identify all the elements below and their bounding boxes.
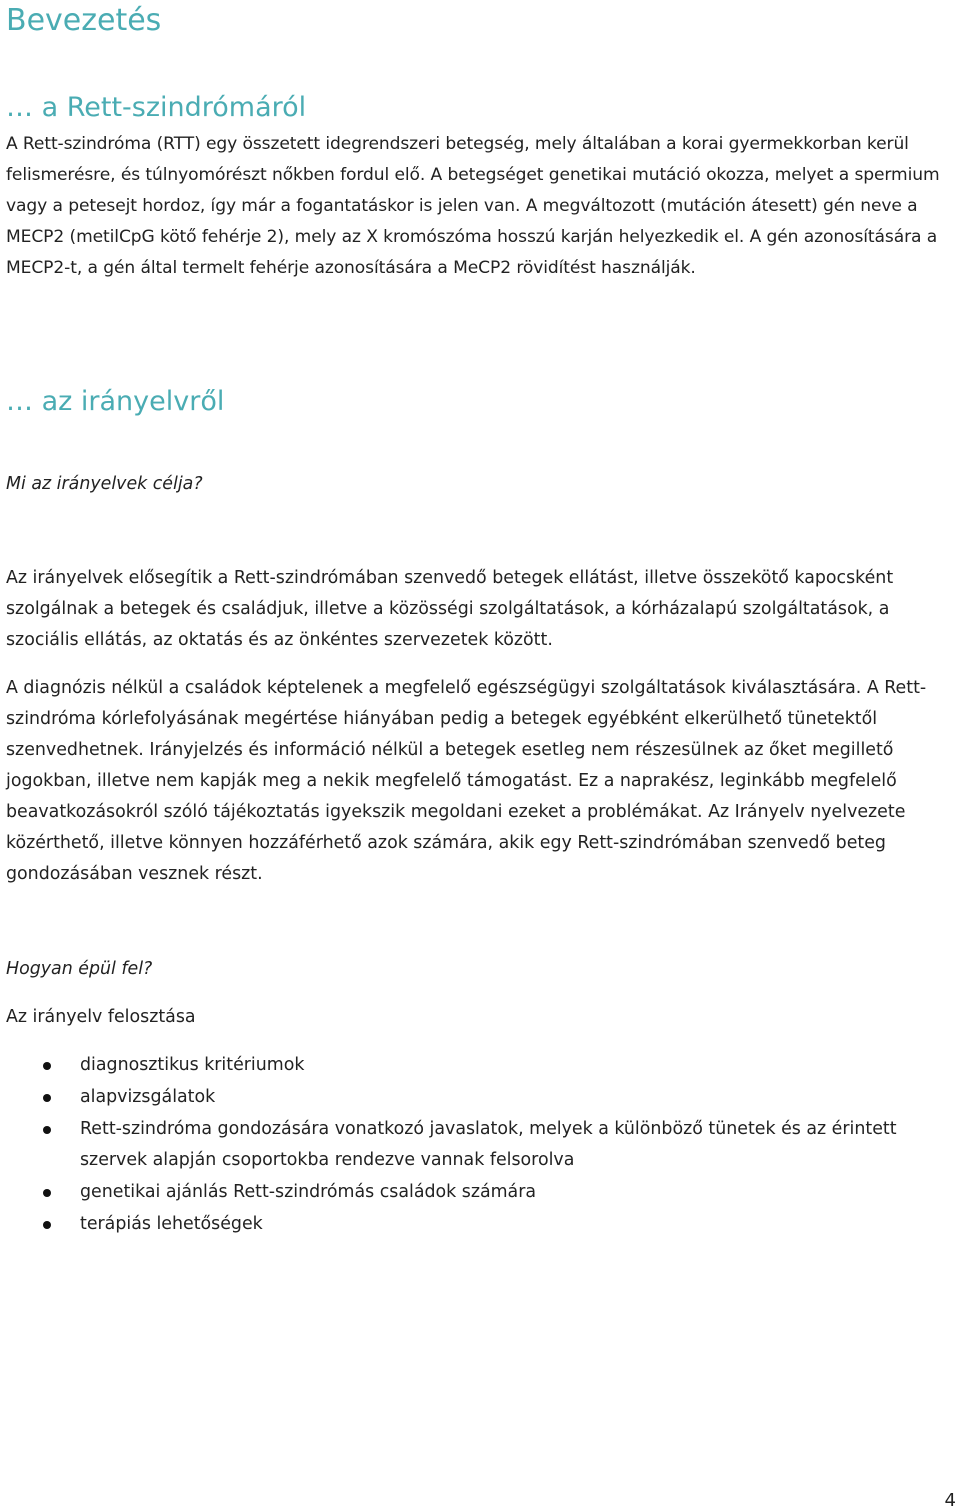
bullet-icon bbox=[43, 1221, 51, 1229]
section-title-guideline: … az irányelvről bbox=[6, 386, 225, 417]
bullet-icon bbox=[43, 1094, 51, 1102]
list-item bbox=[6, 1114, 956, 1178]
bullet-icon bbox=[43, 1062, 51, 1070]
list-intro: Az irányelv felosztása bbox=[6, 1007, 196, 1027]
list-item bbox=[6, 1082, 956, 1114]
page-number: 4 bbox=[944, 1490, 956, 1511]
list-item bbox=[6, 1050, 956, 1082]
list-item-text: diagnosztikus kritériumok bbox=[80, 1055, 305, 1075]
purpose-paragraph: Az irányelvek elősegítik a Rett-szindrómában szenvedő betegek ellátást, illetve összekötő kapocsként szolgálnak a betegek és családjuk, illetve a közösségi szolgáltatások, a kórházalapú szolgáltatások, a szociális ellátás, az oktatás és az önkéntes szervezetek között. bbox=[6, 568, 894, 650]
structure-list bbox=[6, 1050, 956, 1241]
list-item bbox=[6, 1209, 956, 1241]
list-item-text: alapvizsgálatok bbox=[80, 1086, 216, 1107]
list-item-text: genetikai ajánlás Rett-szindrómás családok számára bbox=[80, 1182, 537, 1203]
page-heading: Bevezetés bbox=[6, 3, 162, 38]
intro-paragraph: A Rett-szindróma (RTT) egy összetett idegrendszeri betegség, mely általában a korai gyermekkorban kerül felismerésre, és túlnyomórészt nőkben fordul elő. A betegséget genetikai mutáció okozza, melyet a spermium vagy a petesejt hordoz, így már a fogantatáskor is jelen van. A megváltozott (mutáción átesett) gén neve a MECP2 (metilCpG kötő fehérje 2), mely az X kromószóma hosszú karján helyezkedik el. A gén azonosítására a MECP2-t, a gén által termelt fehérje azonosítására a MeCP2 rövidítést használják. bbox=[6, 134, 940, 278]
bullet-icon bbox=[43, 1189, 51, 1197]
list-item-text: terápiás lehetőségek bbox=[80, 1213, 263, 1234]
bullet-icon bbox=[43, 1126, 51, 1134]
question-purpose: Mi az irányelvek célja? bbox=[6, 474, 203, 494]
list-item-text: Rett-szindróma gondozására vonatkozó javaslatok, melyek a különböző tünetek és az érintett szervek alapján csoportokba rendezve vannak felsorolva bbox=[80, 1118, 897, 1171]
question-structure: Hogyan épül fel? bbox=[6, 959, 153, 979]
list-item bbox=[6, 1177, 956, 1209]
section-title-rett: … a Rett-szindrómáról bbox=[6, 92, 307, 123]
diagnosis-paragraph: A diagnózis nélkül a családok képtelenek a megfelelő egészségügyi szolgáltatások kiválasztására. A Rett-szindróma kórlefolyásának megértése hiányában pedig a betegek egyébként elkerülhető tünetektől szenvedhetnek. Irányjelzés és információ nélkül a betegek esetleg nem részesülnek az őket megillető jogokban, illetve nem kapják meg a nekik megfelelő támogatást. Ez a naprakész, leginkább megfelelő beavatkozásokról szóló tájékoztatás igyekszik megoldani ezeket a problémákat. Az Irányelv nyelvezete közérthető, illetve könnyen hozzáférhető azok számára, akik egy Rett-szindrómában szenvedő beteg gondozásában vesznek részt. bbox=[6, 678, 927, 884]
